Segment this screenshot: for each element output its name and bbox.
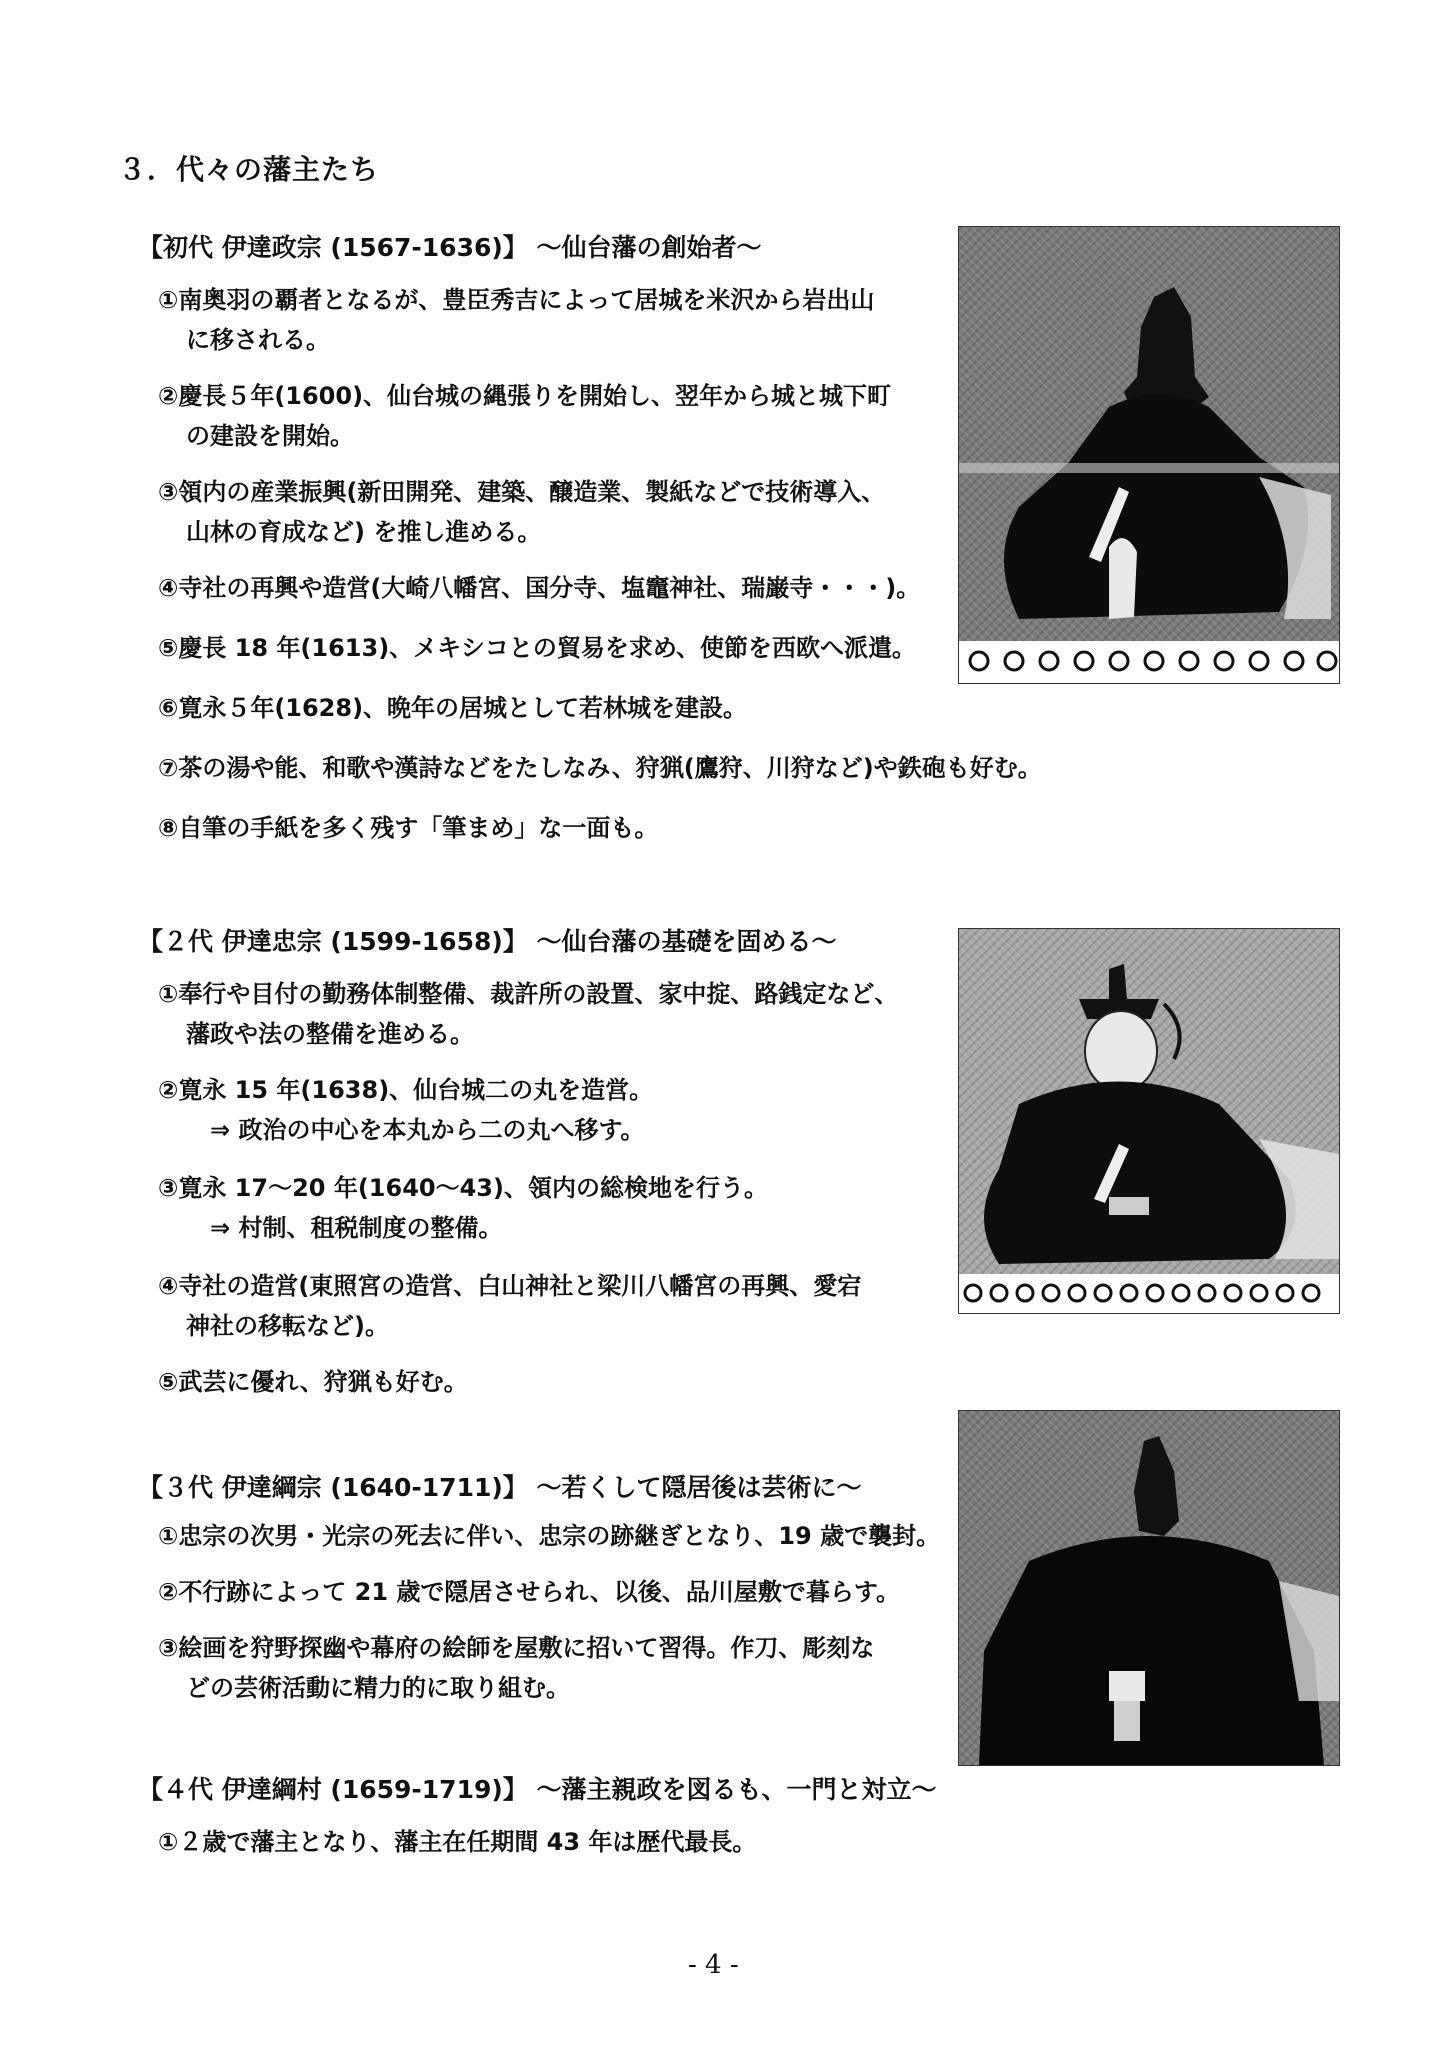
lord-2-item-4-cont: 神社の移転など)。 [186, 1312, 389, 1340]
portrait-samurai-icon [959, 1411, 1339, 1765]
lord-1-item-3-cont: 山林の育成など) を推し進める。 [186, 518, 542, 546]
lord-1-item-8: ⑧自筆の手紙を多く残す「筆まめ」な一面も。 [158, 814, 659, 842]
portrait-date-tsunamune [958, 1410, 1340, 1766]
lord-2-item-3-note: ⇒ 村制、租税制度の整備。 [210, 1214, 503, 1242]
lord-1-item-3: ③領内の産業振興(新田開発、建築、醸造業、製紙などで技術導入、 [158, 478, 886, 506]
lord-4-item-1: ①２歳で藩主となり、藩主在任期間 43 年は歴代最長。 [158, 1828, 757, 1856]
lord-2-item-4: ④寺社の造営(東照宮の造営、白山神社と梁川八幡宮の再興、愛宕 [158, 1272, 862, 1300]
lord-2-item-1-cont: 藩政や法の整備を進める。 [186, 1020, 474, 1048]
lord-2-title: 【２代 伊達忠宗 (1599-1658)】 ～仙台藩の基礎を固める～ [138, 927, 837, 956]
lord-2-item-2-note: ⇒ 政治の中心を本丸から二の丸へ移す。 [210, 1116, 645, 1144]
lord-1-title: 【初代 伊達政宗 (1567-1636)】 ～仙台藩の創始者～ [138, 233, 762, 262]
lord-1-item-6: ⑥寛永５年(1628)、晩年の居城として若林城を建設。 [158, 694, 748, 722]
lord-4-title: 【４代 伊達綱村 (1659-1719)】 ～藩主親政を図るも、一門と対立～ [138, 1775, 937, 1804]
lord-2-item-2: ②寛永 15 年(1638)、仙台城二の丸を造営。 [158, 1076, 654, 1104]
lord-1-item-1-cont: に移される。 [186, 326, 330, 354]
page-number: - 4 - [688, 1950, 739, 1980]
lord-3-item-3: ③絵画を狩野探幽や幕府の絵師を屋敷に招いて習得。作刀、彫刻な [158, 1634, 875, 1662]
lord-1-item-7: ⑦茶の湯や能、和歌や漢詩などをたしなみ、狩猟(鷹狩、川狩など)や鉄砲も好む。 [158, 754, 1042, 782]
page-heading: ３．代々の藩主たち [118, 153, 380, 186]
lord-1-item-5: ⑤慶長 18 年(1613)、メキシコとの貿易を求め、使節を西欧へ派遣。 [158, 634, 916, 662]
portrait-samurai-icon [959, 929, 1339, 1313]
portrait-date-masamune [958, 226, 1340, 684]
lord-2-item-1: ①奉行や目付の勤務体制整備、裁許所の設置、家中掟、路銭定など、 [158, 980, 899, 1008]
lord-3-title: 【３代 伊達綱宗 (1640-1711)】 ～若くして隠居後は芸術に～ [138, 1473, 862, 1502]
lord-3-item-1: ①忠宗の次男・光宗の死去に伴い、忠宗の跡継ぎとなり、19 歳で襲封。 [158, 1522, 941, 1550]
lord-3-item-2: ②不行跡によって 21 歳で隠居させられ、以後、品川屋敷で暮らす。 [158, 1578, 900, 1606]
lord-1-item-4: ④寺社の再興や造営(大崎八幡宮、国分寺、塩竈神社、瑞巌寺・・・)。 [158, 574, 921, 602]
lord-1-item-2: ②慶長５年(1600)、仙台城の縄張りを開始し、翌年から城と城下町 [158, 382, 892, 410]
lord-2-item-5: ⑤武芸に優れ、狩猟も好む。 [158, 1368, 468, 1396]
lord-2-item-3: ③寛永 17～20 年(1640～43)、領内の総検地を行う。 [158, 1174, 768, 1202]
lord-1-item-2-cont: の建設を開始。 [186, 422, 354, 450]
portrait-date-tadamune [958, 928, 1340, 1314]
lord-3-item-3-cont: どの芸術活動に精力的に取り組む。 [186, 1674, 570, 1702]
lord-1-item-1: ①南奥羽の覇者となるが、豊臣秀吉によって居城を米沢から岩出山 [158, 286, 875, 314]
portrait-samurai-icon [959, 227, 1339, 683]
